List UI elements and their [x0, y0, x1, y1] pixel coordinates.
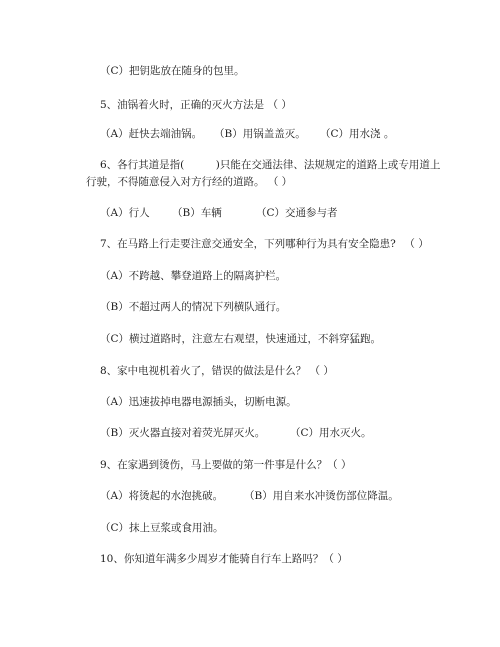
question-10: 10、你知道年满多少周岁才能骑自行车上路吗？（ ）	[100, 553, 348, 565]
q8-option-a: （A）迅速拔掉电器电源插头，切断电源。	[100, 396, 297, 408]
question-5: 5、油锅着火时，正确的灭火方法是 （ ）	[100, 99, 292, 111]
q6-option-c: （C）交通参与者	[256, 207, 338, 219]
q8-option-b: （B）灭火器直接对着荧光屏灭火。	[100, 427, 266, 439]
q9-option-a: （A）将烫起的水泡挑破。	[100, 490, 224, 502]
question-6-line-1: 6、各行其道是指( )只能在交通法律、法规规定的道路上或专用道上	[100, 159, 441, 171]
question-7: 7、在马路上行走要注意交通安全，下列哪种行为具有安全隐患? （ ）	[100, 238, 429, 250]
question-8: 8、家中电视机着火了，错误的做法是什么？ （ ）	[100, 365, 334, 377]
question-6-line-2: 行驶，不得随意侵入对方行经的道路。 （ ）	[86, 176, 293, 188]
q7-option-c: （C）横过道路时，注意左右观望，快速通过，不斜穿猛跑。	[100, 333, 382, 345]
q6-option-a: （A）行人	[100, 207, 150, 219]
q7-option-a: （A）不跨越、攀登道路上的隔离护栏。	[100, 270, 287, 282]
q5-option-a: （A）赶快去端油锅。	[100, 128, 203, 140]
previous-option-c: （C）把钥匙放在随身的包里。	[100, 65, 245, 77]
q5-option-c: （C）用水浇 。	[320, 128, 395, 140]
q9-option-b: （B）用自来水冲烫伤部位降温。	[244, 490, 399, 502]
q8-option-c: （C）用水灭火。	[290, 427, 372, 439]
q6-option-b: （B）车辆	[172, 207, 222, 219]
q7-option-b: （B）不超过两人的情况下列横队通行。	[100, 301, 287, 313]
q5-option-b: （B）用锅盖盖灭。	[214, 128, 306, 140]
question-9: 9、在家遇到烫伤，马上要做的第一件事是什么？（ ）	[100, 459, 352, 471]
q9-option-c: （C）抹上豆浆或食用油。	[100, 522, 224, 534]
